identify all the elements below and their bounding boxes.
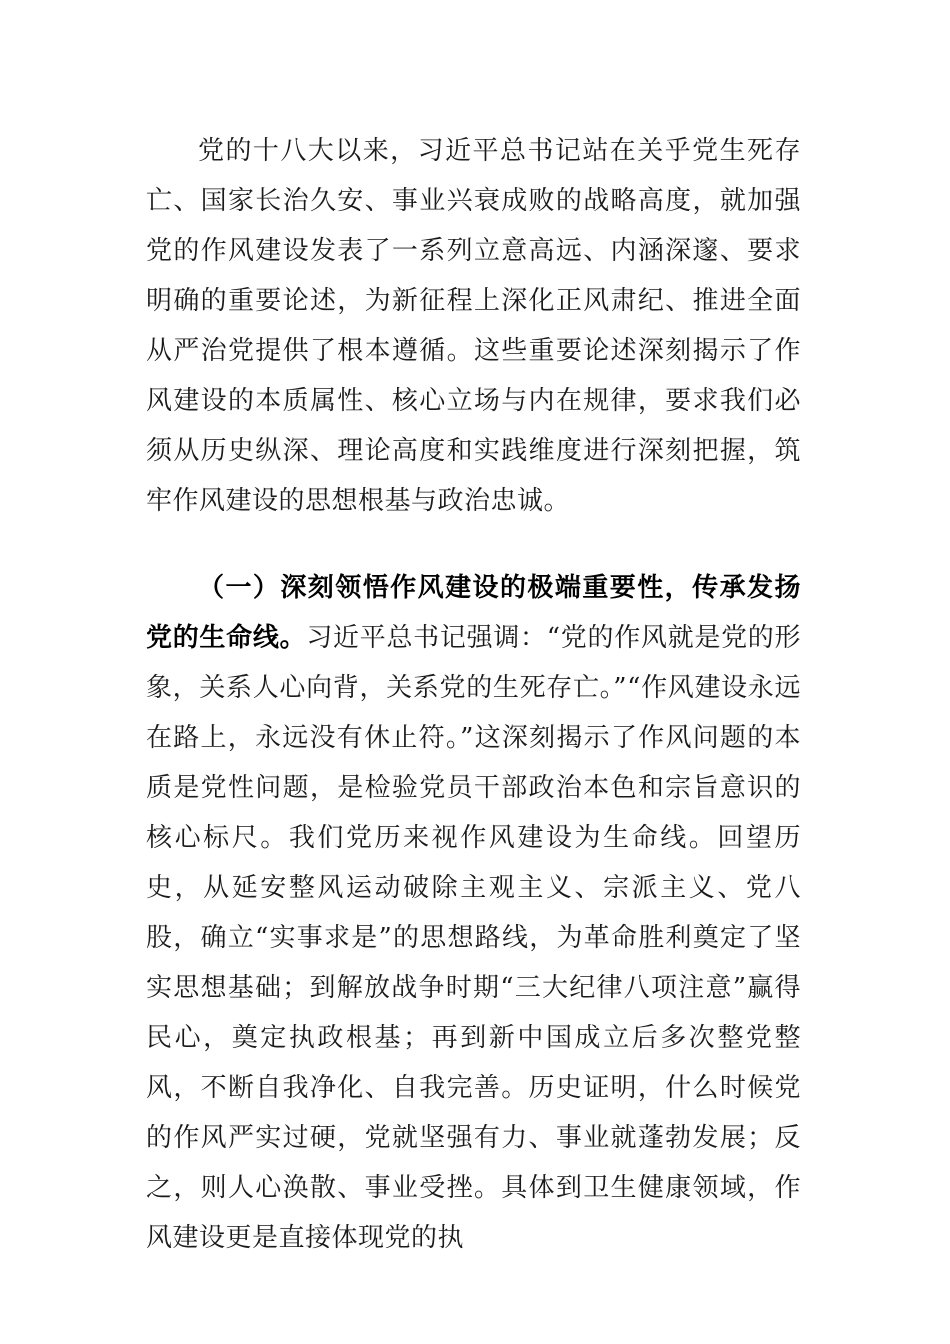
intro-paragraph: 党的十八大以来，习近平总书记站在关乎党生死存亡、国家长治久安、事业兴衰成败的战略高度，就加强党的作风建设发表了一系列立意高远、内涵深邃、要求明确的重要论述，为新征程上深化正风肃纪、推进全面从严治党提供了根本遵循。这些重要论述深刻揭示了作风建设的本质属性、核心立场与内在规律，要求我们必须从历史纵深、理论高度和实践维度进行深刻把握，筑牢作风建设的思想根基与政治忠诚。: [146, 136, 801, 516]
section-1-body: 习近平总书记强调：“党的作风就是党的形象，关系人心向背，关系党的生死存亡。”“作风建设永远在路上，永远没有休止符。”这深刻揭示了作风问题的本质是党性问题，是检验党员干部政治本色和宗旨意识的核心标尺。我们党历来视作风建设为生命线。回望历史，从延安整风运动破除主观主义、宗派主义、党八股，确立“实事求是”的思想路线，为革命胜利奠定了坚实思想基础；到解放战争时期“三大纪律八项注意”赢得民心，奠定执政根基；再到新中国成立后多次整党整风，不断自我净化、自我完善。历史证明，什么时候党的作风严实过硬，党就坚强有力、事业就蓬勃发展；反之，则人心涣散、事业受挫。具体到卫生健康领域，作风建设更是直接体现党的执: [146, 623, 801, 1253]
section-1-heading: （一）深刻领悟作风建设的极端重要性，传承发扬党的生命线。: [146, 573, 801, 653]
section-1-paragraph: [146, 563, 801, 1263]
